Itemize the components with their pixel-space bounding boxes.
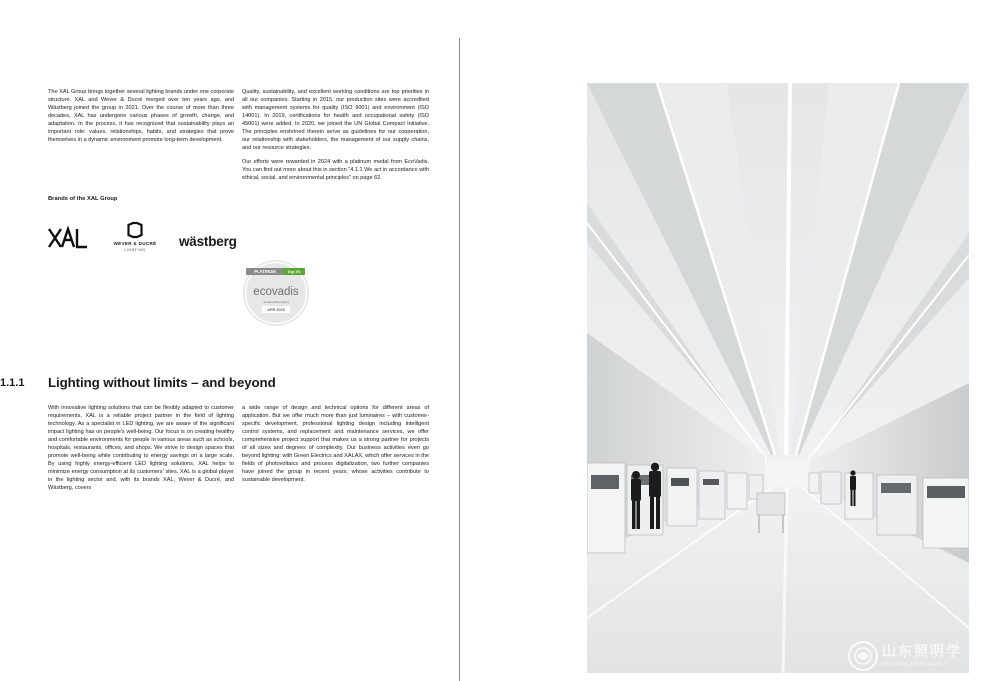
production-hall-photo [587,83,969,673]
ecovadis-level: PLATINUM [254,269,276,275]
watermark-text: 山东照明学 [882,644,962,660]
page-divider [459,38,460,681]
section-title: Lighting without limits – and beyond [48,375,276,390]
ecovadis-medal [241,258,311,328]
section-number: 1.1.1 [0,377,25,389]
wever-ducre-logo [100,221,170,259]
xal-logo [47,226,89,250]
wever-ducre-name: WEVER & DUCRÉ [113,241,157,246]
ecovadis-rank: Top 1% [287,270,301,275]
award-paragraph: Our efforts were rewarded in 2024 with a platinum medal from EcoVadis. You can find out more about this in section "4.1.1 We act in accordance with ethical, social, and environmental principles" on page 62. [242,159,429,182]
quality-column [242,88,429,189]
section-column-right [242,404,429,490]
ecovadis-brand: ecovadis [253,286,299,298]
watermark [845,640,969,673]
section-paragraph-left: With innovative lighting solutions that can be flexibly adapted to customer requirements, XAL is a reliable project partner in the field of lighting technology. As a specialist in LED lighting, we are aware of the significant impact lighting has on people's well-being. Our focus is on creating healthy and comfortable environments for people in various areas such as schools, hospitals, restaurants, offices, and shops. We strive to design spaces that promote well-being while contributing to energy savings on a large scale. By using highly energy-efficient LED lighting solutions, XAL helps to minimize energy consumption at its customers' sites. XAL is a global player in the lighting sector and, with its brands XAL, Wever & Ducré, and Wästberg, covers [48,405,234,492]
quality-paragraph: Quality, sustainability, and excellent working conditions are top priorities in all our companies. Starting in 2015, our production sites were accredited with management systems for quality (ISO 9001) and environment (ISO 14001). In 2019, certifications for health and occupational safety (ISO 45001) were added. In 2020, we joined the UN Global Compact Initiative. The principles enshrined therein serve as guidelines for our cooperation, our relationship with stakeholders, the management of our supply chains, and our resource strategies. [242,89,429,152]
ecovadis-date: APR 2025 [267,308,285,312]
intro-column [48,88,234,150]
intro-paragraph: The XAL Group brings together several lighting brands under one corporate structure. XAL and Wever & Ducré merged over ten years ago, and Wästberg joined the group in 2021. Over the course of more than three decades, XAL has undergone various phases of growth, change, and adaptation. In the process, it has recognized that sustainability plays an important role: values, relationships, habits, and strategies that prove themselves in a dynamic environment promote long-term development. [48,89,234,144]
wever-ducre-sub: LIGHTING [124,247,146,252]
wastberg-logo: wästberg [179,234,237,249]
section-paragraph-right: a wide range of design and technical options for different areas of application. But we offer much more than just luminaires – with customer-specific development, professional lighting design including intelligent control systems, and replacement and maintenance services, we offer comprehensive project support that makes us a strong partner for projects of all sizes and degrees of complexity. Our business activities even go beyond lighting: with Green Electrics and XALAX, which offer services in the fields of photovoltaics and process digitalization, two further companies have joined the group in recent years, whose activities contribute to sustainable development. [242,405,429,484]
ecovadis-subtitle: Sustainability Rating [263,300,289,304]
section-column-left [48,404,234,499]
brands-heading: Brands of the XAL Group [48,196,118,202]
watermark-subtext: Shandong Illuminating [882,661,944,666]
watermark-emblem-icon [847,640,879,672]
